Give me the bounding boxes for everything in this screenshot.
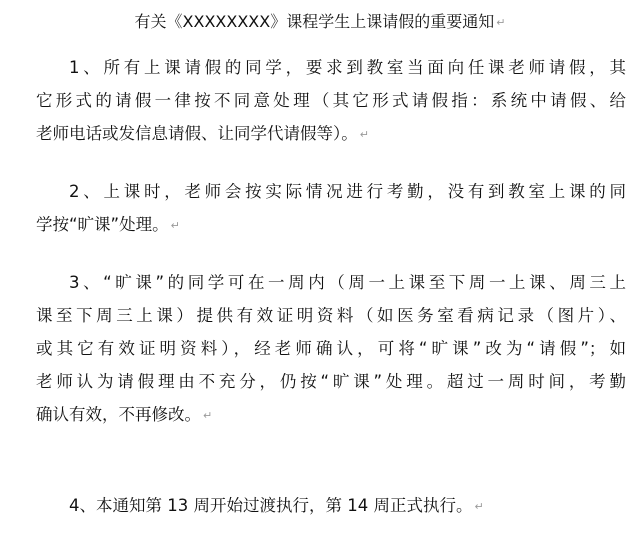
paragraph-line: 老师认为请假理由不充分，仍按“旷课”处理。超过一周时间，考勤 [36,372,626,391]
paragraph-line: 3、“旷课”的同学可在一周内（周一上课至下周一上课、周三上 [69,273,626,292]
paragraph-line: 2、上课时，老师会按实际情况进行考勤，没有到教室上课的同 [69,182,626,201]
paragraph-mark-icon: ↵ [474,500,484,513]
paragraph-line-last [36,117,626,150]
paragraph-line: 或其它有效证明资料），经老师确认，可将“旷课”改为“请假”；如 [36,339,626,358]
paragraph-line-last [36,398,626,431]
paragraph-mark-icon: ↵ [359,128,369,141]
paragraph-line-last [36,208,626,241]
paragraph-line-text: 确认有效，不再修改。 [36,405,201,424]
paragraph-line: 课至下周三上课）提供有效证明资料（如医务室看病记录（图片）、 [36,306,626,325]
document-title: 有关《XXXXXXXX》课程学生上课请假的重要通知 [134,12,495,31]
paragraph-3 [36,266,626,431]
paragraph-line-last [36,489,626,522]
paragraph-mark-icon: ↵ [496,16,506,29]
paragraph-line: 1、所有上课请假的同学，要求到教室当面向任课老师请假，其 [69,58,626,77]
paragraph-line-text: 4、本通知第 13 周开始过渡执行，第 14 周正式执行。 [69,496,473,515]
paragraph-2 [36,175,626,241]
paragraph-line: 它形式的请假一律按不同意处理（其它形式请假指：系统中请假、给 [36,91,626,110]
paragraph-mark-icon: ↵ [203,409,213,422]
document-title-line [0,10,640,35]
paragraph-1 [36,51,626,150]
paragraph-mark-icon: ↵ [170,219,180,232]
paragraph-line-text: 学按“旷课”处理。 [36,215,169,234]
paragraph-line-text: 老师电话或发信息请假、让同学代请假等）。 [36,124,358,143]
paragraph-4 [36,489,626,522]
